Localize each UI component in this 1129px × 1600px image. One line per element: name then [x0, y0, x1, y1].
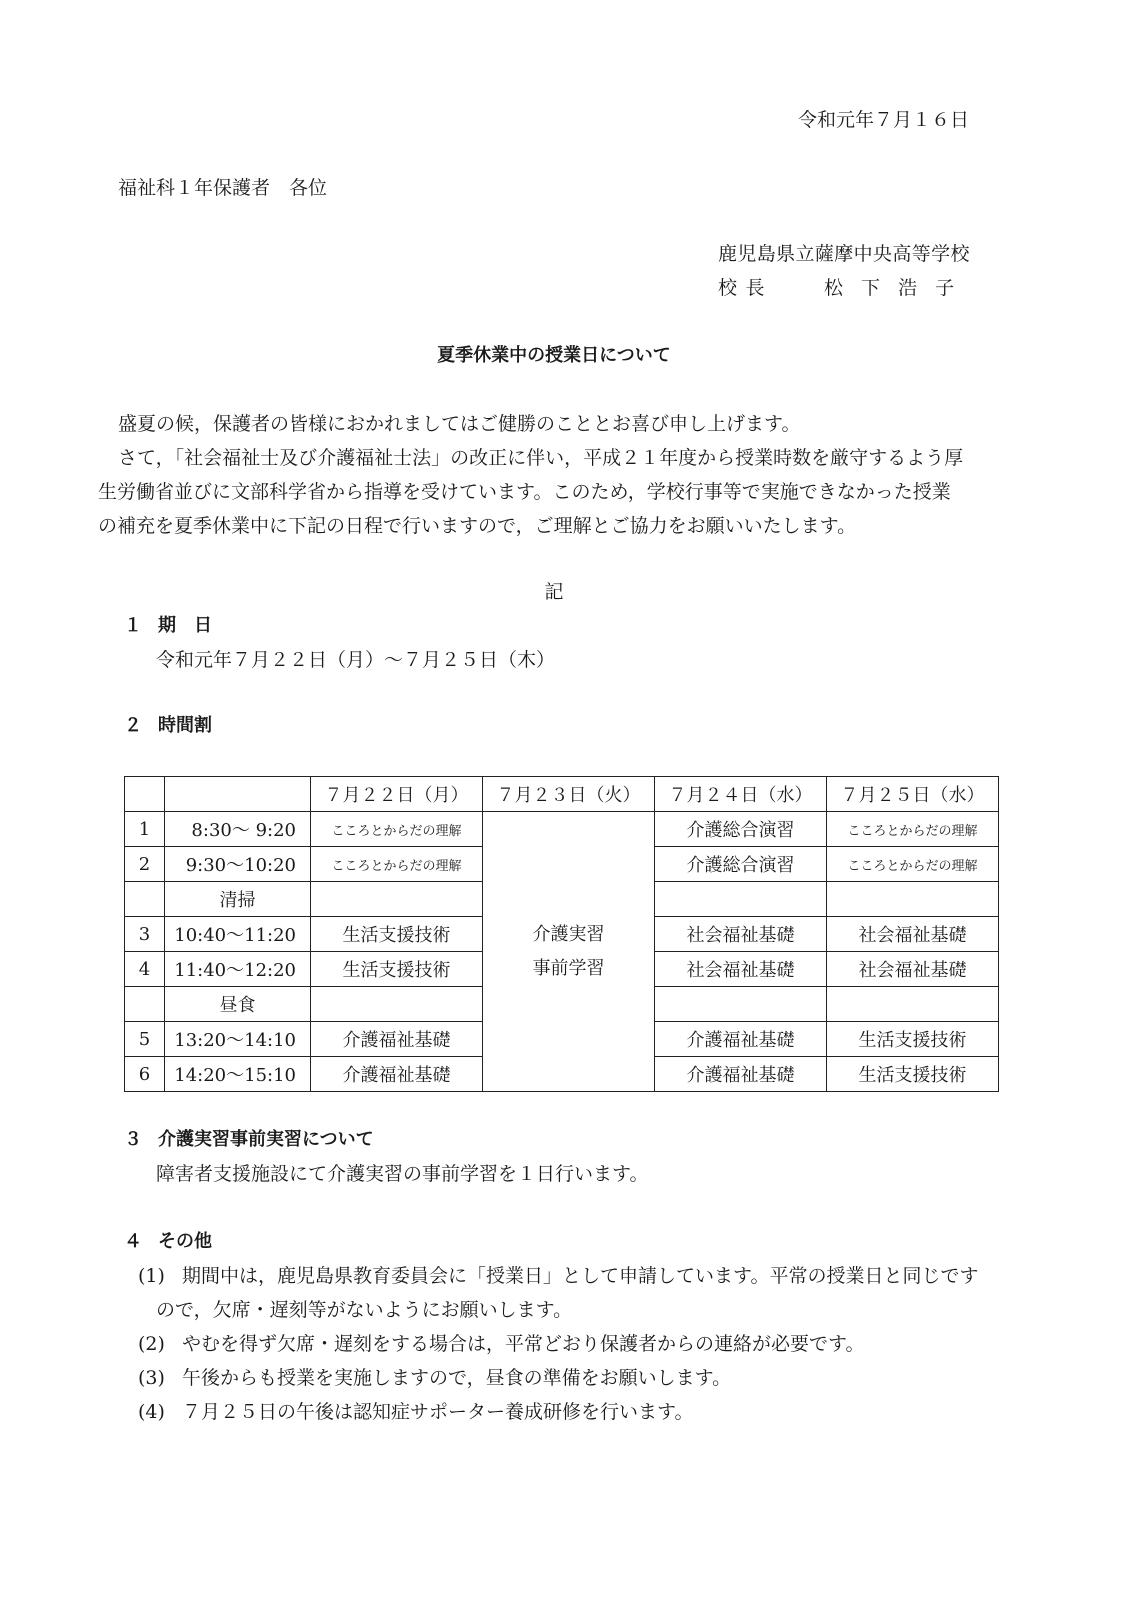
period-time: 8:30～ 9:20	[165, 812, 311, 847]
recipient: 福祉科１年保護者 各位	[118, 177, 328, 199]
section1-number: １	[124, 615, 142, 636]
period-number: 4	[125, 952, 165, 987]
list-item-marker: (3)	[138, 1367, 165, 1389]
body-line-1: さて，「社会福祉士及び介護福祉士法」の改正に伴い，平成２１年度から授業時数を厳守するよう厚	[118, 447, 964, 469]
timetable	[124, 776, 999, 1092]
section1-heading: 期 日	[158, 615, 212, 636]
class-cell: こころとからだの理解	[311, 847, 483, 882]
list-item-text: 午後からも授業を実施しますので，昼食の準備をお願いします。	[182, 1367, 732, 1389]
class-cell: こころとからだの理解	[827, 812, 999, 847]
period-number: 6	[125, 1057, 165, 1092]
list-item-text: やむを得ず欠席・遅刻をする場合は，平常どおり保護者からの連絡が必要です。	[182, 1333, 865, 1355]
period-time: 10:40～11:20	[165, 917, 311, 952]
class-cell: 介護福祉基礎	[655, 1057, 827, 1092]
period-number	[125, 987, 165, 1022]
principal-title: 校長	[718, 277, 774, 299]
greeting-paragraph: 盛夏の候，保護者の皆様におかれましてはご健勝のこととお喜び申し上げます。	[118, 413, 801, 435]
section4-number: ４	[124, 1231, 142, 1252]
practice-line-1: 介護実習	[532, 923, 605, 945]
break-label: 昼食	[165, 987, 311, 1022]
class-cell: 生活支援技術	[827, 1022, 999, 1057]
period-number: 1	[125, 812, 165, 847]
period-number: 5	[125, 1022, 165, 1057]
document-date: 令和元年７月１６日	[797, 109, 969, 131]
class-cell: こころとからだの理解	[311, 812, 483, 847]
list-item-marker: (1)	[138, 1265, 165, 1287]
body-line-3: の補充を夏季休業中に下記の日程で行いますので，ご理解とご協力をお願いいたします。	[98, 515, 857, 537]
class-cell	[311, 987, 483, 1022]
period-number	[125, 882, 165, 917]
section3-heading: 介護実習事前実習について	[158, 1129, 374, 1150]
body-line-2: 生労働省並びに文部科学省から指導を受けています。このため，学校行事等で実施できなかった授業	[98, 481, 951, 503]
class-cell: 介護福祉基礎	[311, 1057, 483, 1092]
ki-marker: 記	[544, 581, 564, 603]
class-cell: 介護総合演習	[655, 847, 827, 882]
section2-heading: 時間割	[158, 715, 212, 736]
list-item-marker: (4)	[138, 1401, 165, 1423]
class-cell	[827, 987, 999, 1022]
period-time: 14:20～15:10	[165, 1057, 311, 1092]
period-time: 11:40～12:20	[165, 952, 311, 987]
list-item-text: ７月２５日の午後は認知症サポーター養成研修を行います。	[182, 1401, 694, 1423]
class-cell: 社会福祉基礎	[827, 952, 999, 987]
document-title: 夏季休業中の授業日について	[437, 345, 671, 366]
period-time: 9:30～10:20	[165, 847, 311, 882]
column-header: ７月２５日（水）	[827, 777, 999, 812]
table-row	[125, 812, 999, 847]
principal-name: 松下浩子	[824, 277, 973, 299]
column-header: ７月２３日（火）	[483, 777, 655, 812]
class-cell: こころとからだの理解	[827, 847, 999, 882]
period-time: 13:20～14:10	[165, 1022, 311, 1057]
section1-content: 令和元年７月２２日（月）～７月２５日（木）	[156, 649, 556, 671]
school-name: 鹿児島県立薩摩中央高等学校	[718, 243, 970, 265]
section2-number: ２	[124, 715, 142, 736]
class-cell: 介護福祉基礎	[655, 1022, 827, 1057]
class-cell: 社会福祉基礎	[827, 917, 999, 952]
list-item-text-continued: ので，欠席・遅刻等がないようにお願いします。	[156, 1299, 573, 1321]
table-header-row	[125, 777, 999, 812]
practice-merged-cell	[483, 812, 655, 1092]
class-cell	[655, 882, 827, 917]
class-cell: 生活支援技術	[827, 1057, 999, 1092]
section3-number: ３	[124, 1129, 142, 1150]
class-cell	[655, 987, 827, 1022]
section4-heading: その他	[158, 1231, 212, 1252]
class-cell: 社会福祉基礎	[655, 917, 827, 952]
class-cell: 介護福祉基礎	[311, 1022, 483, 1057]
list-item-text: 期間中は，鹿児島県教育委員会に「授業日」として申請しています。平常の授業日と同じです	[182, 1265, 979, 1287]
class-cell: 生活支援技術	[311, 917, 483, 952]
column-header: ７月２２日（月）	[311, 777, 483, 812]
class-cell: 生活支援技術	[311, 952, 483, 987]
column-header: ７月２４日（水）	[655, 777, 827, 812]
column-header	[125, 777, 165, 812]
class-cell: 社会福祉基礎	[655, 952, 827, 987]
practice-line-2: 事前学習	[532, 957, 605, 979]
period-number: 2	[125, 847, 165, 882]
class-cell	[827, 882, 999, 917]
section3-content: 障害者支援施設にて介護実習の事前学習を１日行います。	[156, 1163, 649, 1185]
break-label: 清掃	[165, 882, 311, 917]
column-header	[165, 777, 311, 812]
class-cell	[311, 882, 483, 917]
period-number: 3	[125, 917, 165, 952]
list-item-marker: (2)	[138, 1333, 165, 1355]
class-cell: 介護総合演習	[655, 812, 827, 847]
